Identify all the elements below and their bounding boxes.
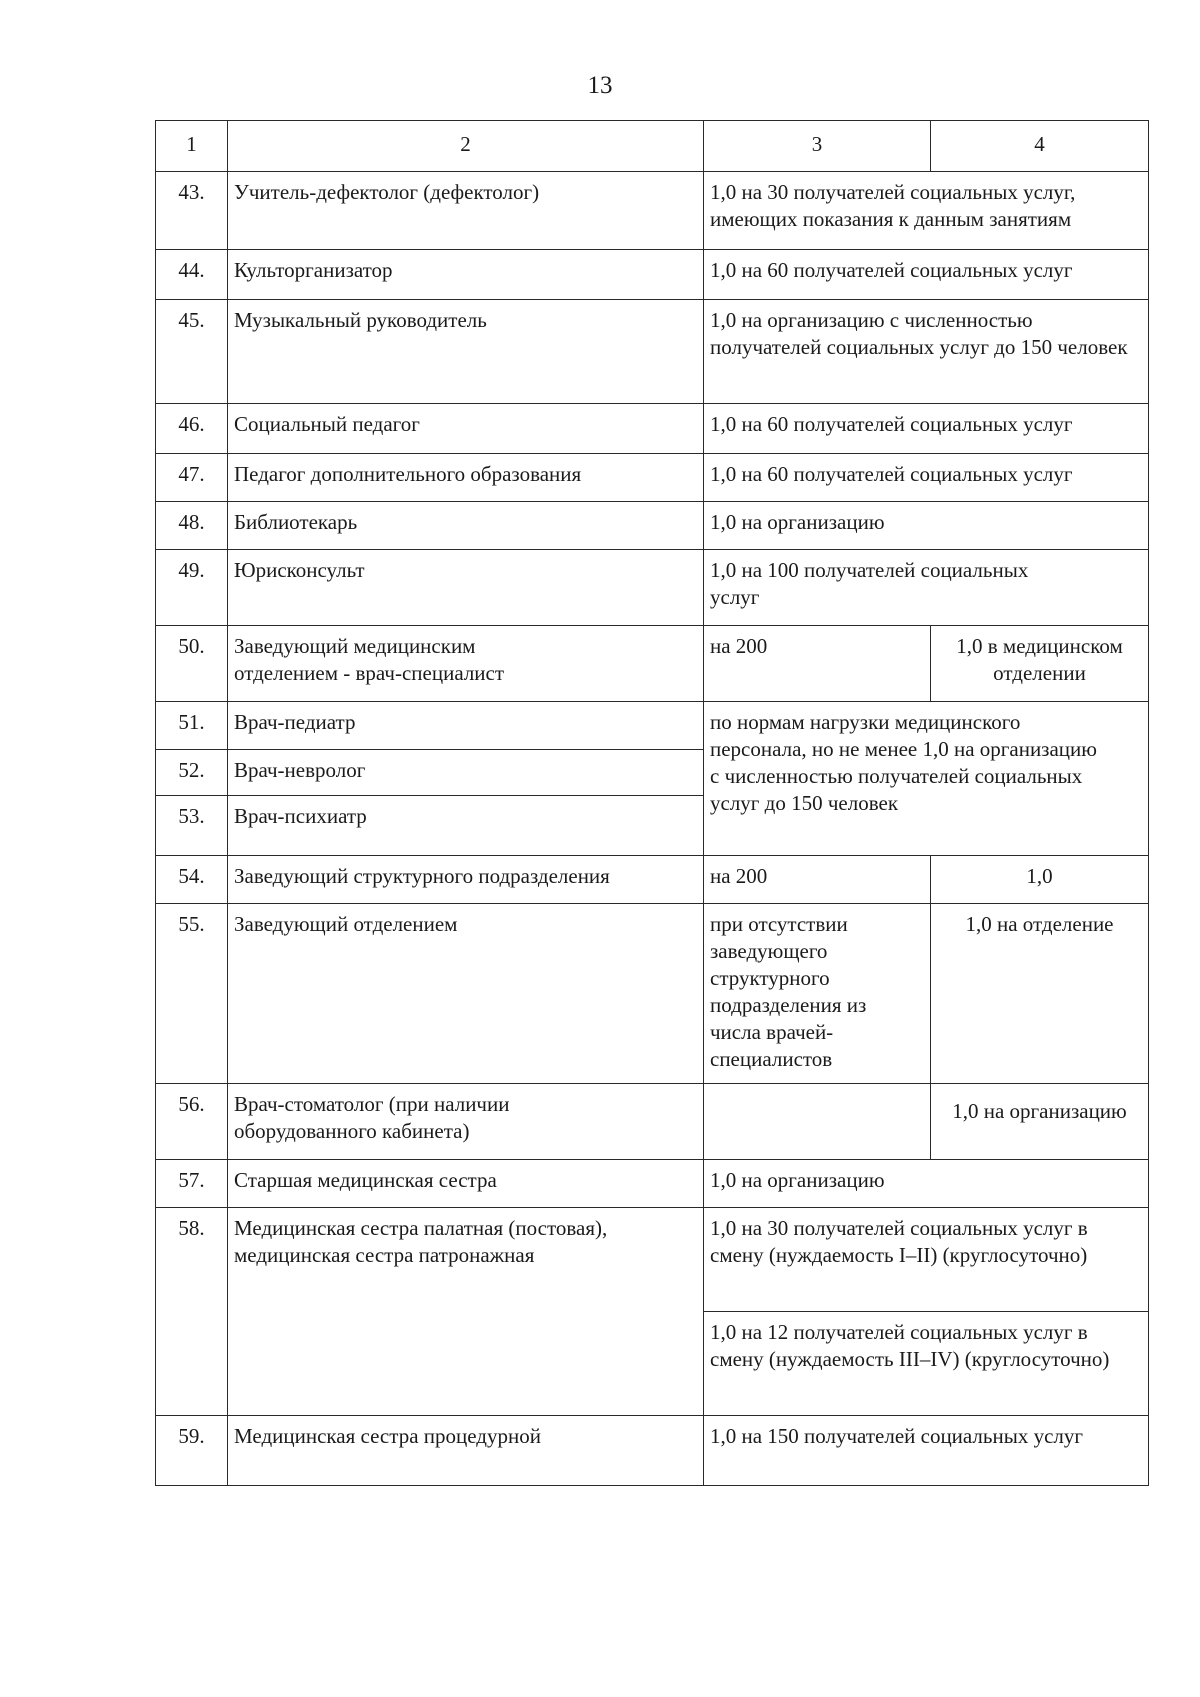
- position-name: Педагог дополнительного образования: [228, 454, 704, 502]
- position-name: Медицинская сестра палатная (постовая), медицинская сестра патронажная: [228, 1208, 704, 1416]
- row-number: 52.: [156, 750, 228, 796]
- table-header-row: [156, 121, 1149, 172]
- row-number: 59.: [156, 1416, 228, 1486]
- table-row: [156, 454, 1149, 502]
- table-row: [156, 626, 1149, 702]
- row-number: 47.: [156, 454, 228, 502]
- table-row: [156, 1208, 1149, 1312]
- position-name: Музыкальный руководитель: [228, 300, 704, 404]
- header-cell: 3: [704, 121, 931, 172]
- staffing-norm-col3: на 200: [704, 626, 931, 702]
- row-number: 51.: [156, 702, 228, 750]
- row-number: 48.: [156, 502, 228, 550]
- staffing-norms-table: [155, 120, 1149, 1486]
- staffing-norm: 1,0 на 60 получателей социальных услуг: [704, 454, 1149, 502]
- position-name: Социальный педагог: [228, 404, 704, 454]
- header-cell: 2: [228, 121, 704, 172]
- table-row: [156, 550, 1149, 626]
- row-number: 43.: [156, 172, 228, 250]
- row-number: 46.: [156, 404, 228, 454]
- staffing-norm-col4: 1,0 на организацию: [931, 1084, 1149, 1160]
- staffing-norm-col3: [704, 1084, 931, 1160]
- staffing-norm: 1,0 на организацию: [704, 1160, 1149, 1208]
- row-number: 53.: [156, 796, 228, 856]
- position-name: Врач-стоматолог (при наличии оборудованного кабинета): [228, 1084, 704, 1160]
- row-number: 55.: [156, 904, 228, 1084]
- position-name: Библиотекарь: [228, 502, 704, 550]
- staffing-norm: 1,0 на 60 получателей социальных услуг: [704, 250, 1149, 300]
- position-name: Врач-невролог: [228, 750, 704, 796]
- staffing-norm-col3: при отсутствии заведующего структурного подразделения из числа врачей-специалистов: [704, 904, 931, 1084]
- table-row: [156, 856, 1149, 904]
- position-name: Врач-психиатр: [228, 796, 704, 856]
- position-name: Культорганизатор: [228, 250, 704, 300]
- table-row: [156, 502, 1149, 550]
- table-row: [156, 250, 1149, 300]
- table-row: [156, 300, 1149, 404]
- table-row: [156, 1084, 1149, 1160]
- table-row: [156, 702, 1149, 750]
- table-row: [156, 172, 1149, 250]
- header-cell: 4: [931, 121, 1149, 172]
- table-row: [156, 404, 1149, 454]
- staffing-norm: 1,0 на 60 получателей социальных услуг: [704, 404, 1149, 454]
- staffing-norm: 1,0 на 30 получателей социальных услуг в смену (нуждаемость I–II) (круглосуточно): [704, 1208, 1149, 1312]
- position-name: Заведующий отделением: [228, 904, 704, 1084]
- row-number: 45.: [156, 300, 228, 404]
- table-row: [156, 904, 1149, 1084]
- staffing-norm: 1,0 на организацию с численностью получателей социальных услуг до 150 человек: [704, 300, 1149, 404]
- position-name: Старшая медицинская сестра: [228, 1160, 704, 1208]
- position-name: Врач-педиатр: [228, 702, 704, 750]
- staffing-norm: 1,0 на 150 получателей социальных услуг: [704, 1416, 1149, 1486]
- staffing-norm-col3: на 200: [704, 856, 931, 904]
- row-number: 56.: [156, 1084, 228, 1160]
- page-number: 13: [587, 72, 613, 99]
- position-name: Юрисконсульт: [228, 550, 704, 626]
- staffing-norm-col4: 1,0: [931, 856, 1149, 904]
- staffing-norm-group: по нормам нагрузки медицинского персонала, но не менее 1,0 на организацию с численностью получателей социальных услуг до 150 человек: [704, 702, 1149, 856]
- position-name: Заведующий медицинским отделением - врач-специалист: [228, 626, 704, 702]
- row-number: 54.: [156, 856, 228, 904]
- table-row: [156, 1160, 1149, 1208]
- staffing-norm: 1,0 на организацию: [704, 502, 1149, 550]
- row-number: 58.: [156, 1208, 228, 1416]
- position-name: Медицинская сестра процедурной: [228, 1416, 704, 1486]
- staffing-norm-col4: 1,0 в медицинском отделении: [931, 626, 1149, 702]
- staffing-norm: 1,0 на 30 получателей социальных услуг, имеющих показания к данным занятиям: [704, 172, 1149, 250]
- staffing-norm: 1,0 на 12 получателей социальных услуг в смену (нуждаемость III–IV) (круглосуточно): [704, 1312, 1149, 1416]
- row-number: 49.: [156, 550, 228, 626]
- staffing-norm: 1,0 на 100 получателей социальных услуг: [704, 550, 1149, 626]
- position-name: Учитель-дефектолог (дефектолог): [228, 172, 704, 250]
- table-row: [156, 1416, 1149, 1486]
- position-name: Заведующий структурного подразделения: [228, 856, 704, 904]
- row-number: 50.: [156, 626, 228, 702]
- staffing-norm-col4: 1,0 на отделение: [931, 904, 1149, 1084]
- row-number: 44.: [156, 250, 228, 300]
- header-cell: 1: [156, 121, 228, 172]
- row-number: 57.: [156, 1160, 228, 1208]
